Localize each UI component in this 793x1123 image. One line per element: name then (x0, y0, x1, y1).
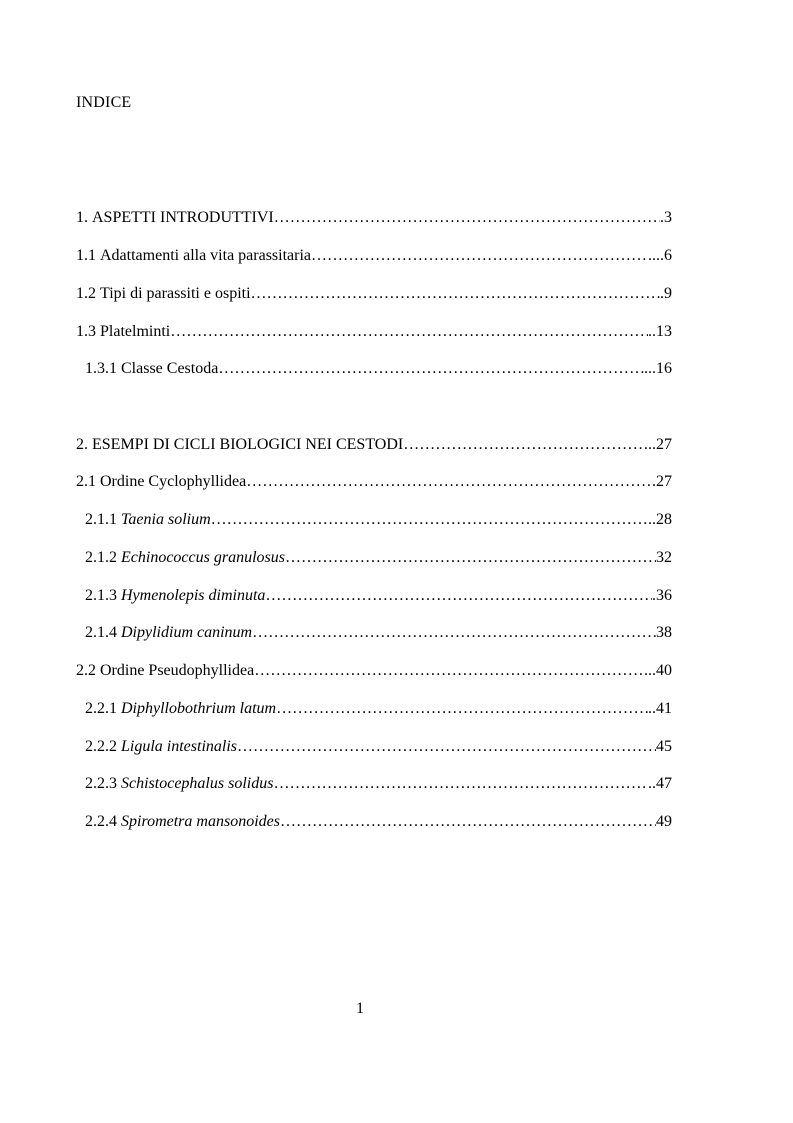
toc-entry-2-1[interactable] (76, 471, 672, 493)
toc-label: Ligula intestinalis (121, 738, 238, 755)
toc-entry-1-2[interactable] (76, 283, 672, 305)
toc-leader (274, 207, 660, 229)
toc-number: 1. (76, 209, 88, 226)
toc-page-number: .9 (660, 285, 672, 302)
toc-entry-1[interactable] (76, 207, 672, 229)
toc-leader (170, 321, 648, 343)
toc-page-number: .36 (652, 587, 672, 604)
toc-number: 2.1.1 (85, 511, 117, 528)
toc-label: Dipylidium caninum (121, 624, 253, 641)
toc-page-number: 49 (656, 813, 672, 830)
page-title: INDICE (76, 94, 132, 111)
toc-page-number: ..47 (648, 775, 672, 792)
toc-leader (252, 622, 656, 644)
toc-number: 1.1 (76, 247, 96, 264)
toc-entry-2-1-3[interactable] (85, 585, 672, 607)
toc-entry-1-1[interactable] (76, 245, 672, 267)
toc-label: Spirometra mansonoides (121, 813, 280, 830)
toc-label: ASPETTI INTRODUTTIVI (92, 209, 274, 226)
toc-page-number: ...16 (644, 360, 672, 377)
toc-number: 2.2.3 (85, 775, 117, 792)
toc-label: Ordine Cyclophyllidea (100, 473, 247, 490)
toc-page-number: .27 (652, 473, 672, 490)
toc-leader (285, 547, 656, 569)
toc-label: Adattamenti alla vita parassitaria (100, 247, 312, 264)
toc-label: Taenia solium (121, 511, 211, 528)
toc-label: Classe Cestoda (121, 360, 219, 377)
toc-number: 2.2.2 (85, 738, 117, 755)
toc-leader (211, 509, 648, 531)
toc-page-number: ...40 (644, 662, 672, 679)
toc-label: Echinococcus granulosus (121, 549, 285, 566)
toc-label: Diphyllobothrium latum (121, 700, 277, 717)
toc-entry-1-3[interactable] (76, 321, 672, 343)
toc-number: 2.2.4 (85, 813, 117, 830)
toc-label: ESEMPI DI CICLI BIOLOGICI NEI CESTODI (92, 436, 404, 453)
toc-entry-2-1-2[interactable] (85, 547, 672, 569)
toc-page-number: ..28 (648, 511, 672, 528)
toc-leader (218, 358, 644, 380)
toc-number: 1.3 (76, 323, 96, 340)
toc-page-number: ..27 (648, 436, 672, 453)
toc-number: 2.2 (76, 662, 96, 679)
toc-entry-2[interactable] (76, 434, 672, 456)
toc-label: Ordine Pseudophyllidea (100, 662, 255, 679)
toc-entry-2-1-1[interactable] (85, 509, 672, 531)
toc-label: Hymenolepis diminuta (121, 587, 266, 604)
toc-entry-1-3-1[interactable] (85, 358, 672, 380)
toc-label: Platelminti (100, 323, 171, 340)
toc-number: 1.2 (76, 285, 96, 302)
toc-page-number: 38 (656, 624, 672, 641)
toc-number: 2.2.1 (85, 700, 117, 717)
toc-leader (246, 471, 652, 493)
toc-page-number: .3 (660, 209, 672, 226)
toc-page-number: ..13 (648, 323, 672, 340)
toc-entry-2-2-2[interactable] (85, 736, 672, 758)
toc-number: 1.3.1 (85, 360, 117, 377)
toc-number: 2.1.2 (85, 549, 117, 566)
toc-label: Tipi di parassiti e ospiti (100, 285, 251, 302)
toc-page-number: ....6 (648, 247, 672, 264)
toc-entry-2-2-3[interactable] (85, 773, 672, 795)
toc-leader (311, 245, 648, 267)
toc-number: 2.1.3 (85, 587, 117, 604)
toc-number: 2.1 (76, 473, 96, 490)
toc-page-number: 32 (656, 549, 672, 566)
toc-leader (403, 434, 648, 456)
toc-leader (273, 773, 648, 795)
toc-entry-2-2[interactable] (76, 660, 672, 682)
toc-number: 2. (76, 436, 88, 453)
toc-entry-2-2-1[interactable] (85, 698, 672, 720)
toc-entry-2-2-4[interactable] (85, 811, 672, 833)
toc-entry-2-1-4[interactable] (85, 622, 672, 644)
footer-page-number: 1 (356, 1000, 364, 1017)
toc-leader (280, 811, 656, 833)
toc-label: Schistocephalus solidus (121, 775, 274, 792)
toc-leader (251, 283, 660, 305)
toc-leader (265, 585, 652, 607)
toc-page-number: 45 (656, 738, 672, 755)
toc-page-number: ..41 (648, 700, 672, 717)
toc-leader (254, 660, 644, 682)
toc-leader (276, 698, 648, 720)
toc-number: 2.1.4 (85, 624, 117, 641)
toc-leader (237, 736, 656, 758)
